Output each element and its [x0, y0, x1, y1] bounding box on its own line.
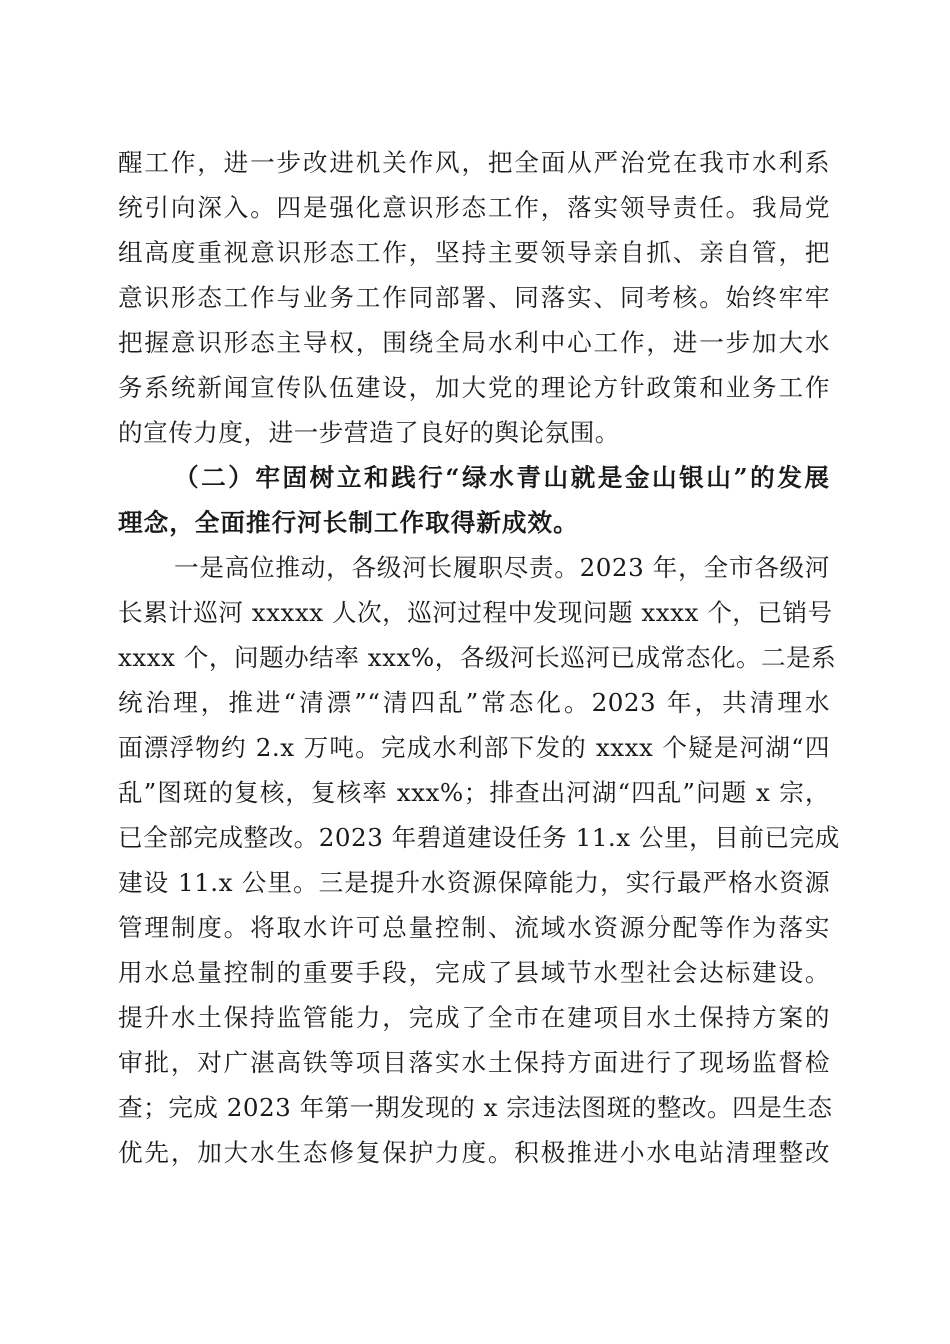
paragraph-line: 面漂浮物约 2.x 万吨。完成水利部下发的 xxxx 个疑是河湖“四 — [118, 733, 830, 762]
paragraph-line: 统引向深入。四是强化意识形态工作，落实领导责任。我局党 — [118, 193, 830, 222]
paragraph-line: 把握意识形态主导权，围绕全局水利中心工作，进一步加大水 — [118, 328, 830, 357]
paragraph-line: 意识形态工作与业务工作同部署、同落实、同考核。始终牢牢 — [118, 283, 830, 312]
paragraph-line: 统治理，推进“清漂”“清四乱”常态化。2023 年，共清理水 — [118, 688, 830, 717]
paragraph-line: 长累计巡河 xxxxx 人次，巡河过程中发现问题 xxxx 个，已销号 — [118, 598, 833, 627]
paragraph-line: 务系统新闻宣传队伍建设，加大党的理论方针政策和业务工作 — [118, 373, 830, 402]
paragraph-line: 管理制度。将取水许可总量控制、流域水资源分配等作为落实 — [118, 913, 830, 942]
paragraph-line: 提升水土保持监管能力，完成了全市在建项目水土保持方案的 — [118, 1003, 830, 1032]
body-text — [118, 140, 840, 1175]
paragraph-line: 优先，加大水生态修复保护力度。积极推进小水电站清理整改 — [118, 1138, 830, 1167]
paragraph-line: xxxx 个，问题办结率 xxx%，各级河长巡河已成常态化。二是系 — [118, 643, 837, 672]
paragraph-line: 查；完成 2023 年第一期发现的 x 宗违法图斑的整改。四是生态 — [118, 1093, 833, 1122]
paragraph-line: 用水总量控制的重要手段，完成了县域节水型社会达标建设。 — [118, 958, 830, 987]
paragraph-line: 乱”图斑的复核，复核率 xxx%；排查出河湖“四乱”问题 x 宗， — [118, 778, 830, 807]
paragraph-line: 组高度重视意识形态工作，坚持主要领导亲自抓、亲自管，把 — [118, 238, 830, 267]
paragraph-line: 的宣传力度，进一步营造了良好的舆论氛围。 — [118, 418, 620, 447]
section-heading: 理念，全面推行河长制工作取得新成效。 — [118, 508, 579, 537]
paragraph-line: 已全部完成整改。2023 年碧道建设任务 11.x 公里，目前已完成 — [118, 823, 840, 852]
paragraph-line: 审批，对广湛高铁等项目落实水土保持方面进行了现场监督检 — [118, 1048, 830, 1077]
paragraph-line: 醒工作，进一步改进机关作风，把全面从严治党在我市水利系 — [118, 148, 830, 177]
section-heading: （二）牢固树立和践行“绿水青山就是金山银山”的发展 — [174, 463, 830, 492]
paragraph-line: 一是高位推动，各级河长履职尽责。2023 年，全市各级河 — [174, 553, 830, 582]
paragraph-line: 建设 11.x 公里。三是提升水资源保障能力，实行最严格水资源 — [118, 868, 830, 897]
